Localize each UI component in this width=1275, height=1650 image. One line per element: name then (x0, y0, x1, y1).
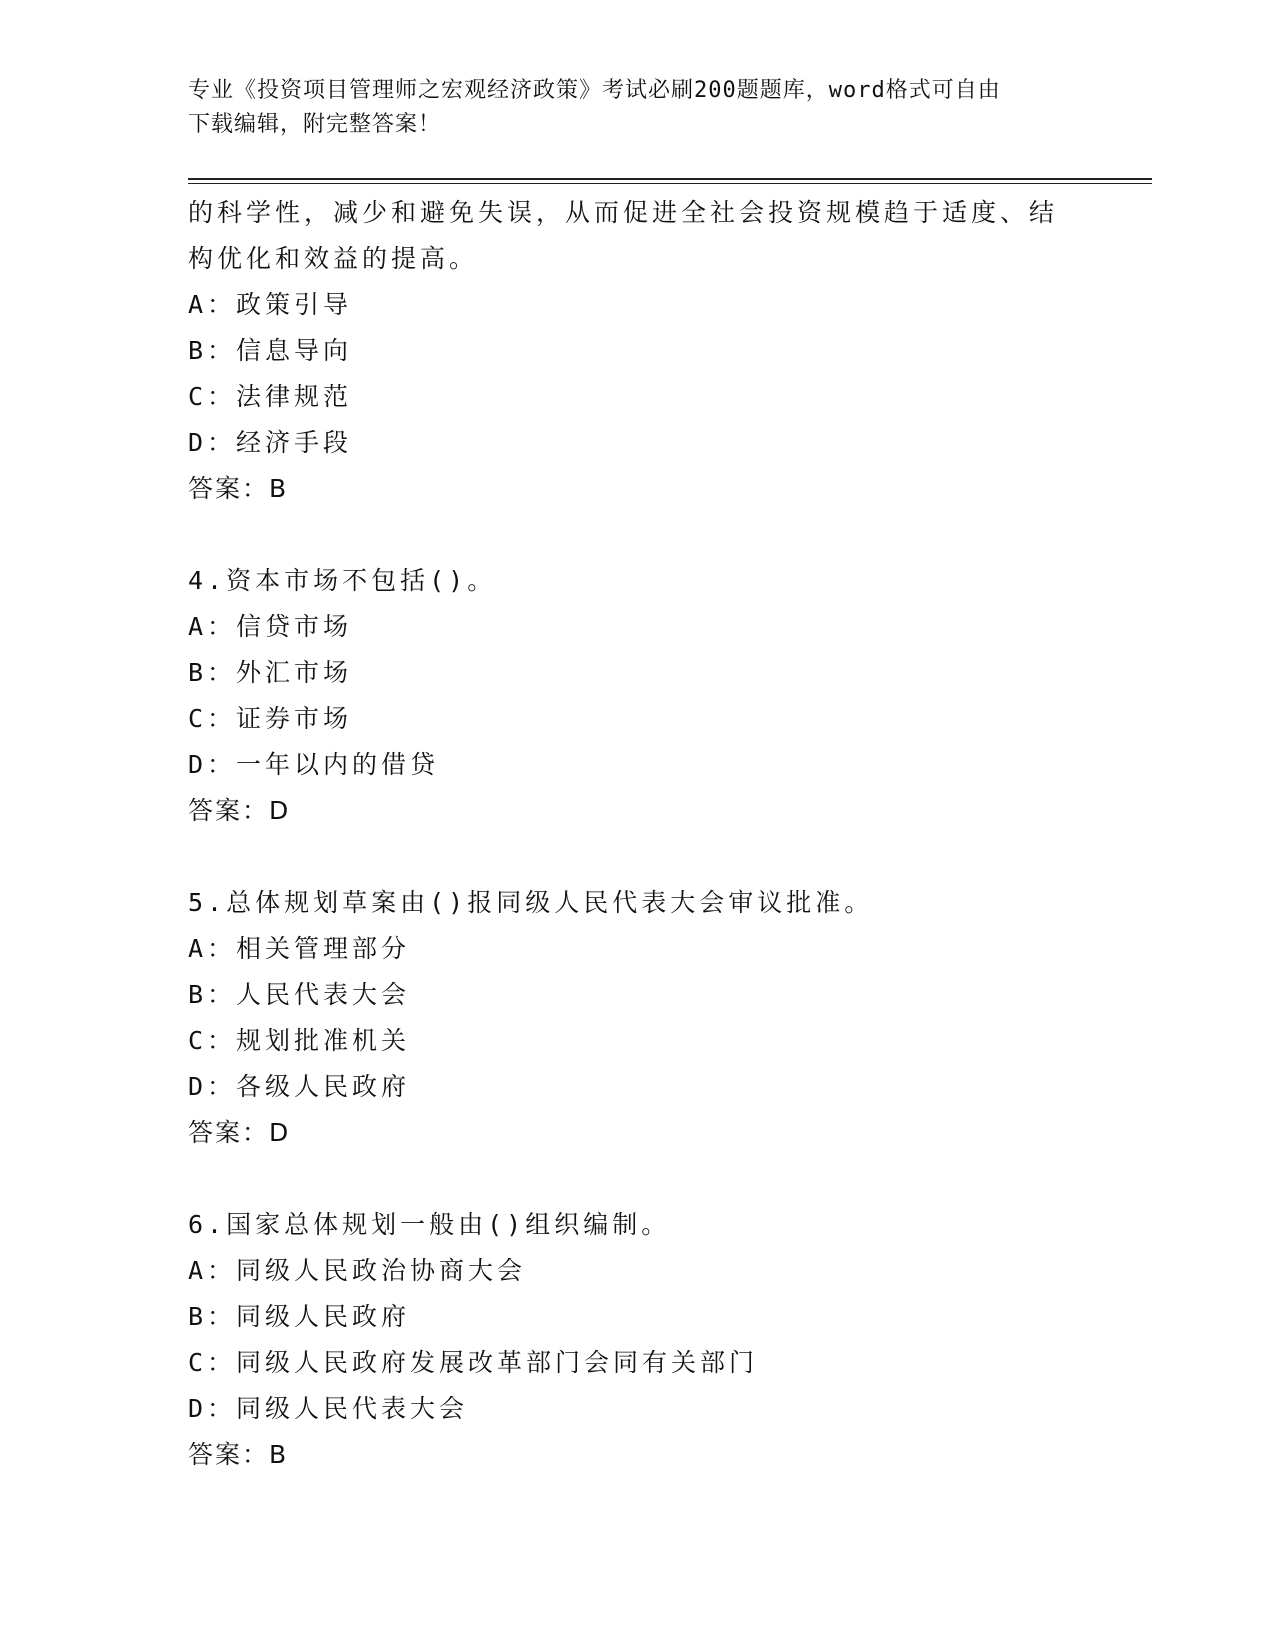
question-stem: 5.总体规划草案由()报同级人民代表大会审议批准。 (188, 888, 874, 917)
answer-line: 答案：B (188, 1440, 289, 1469)
option-d: D：一年以内的借贷 (188, 750, 440, 779)
option-d: D：同级人民代表大会 (188, 1394, 469, 1423)
option-b: B：外汇市场 (188, 658, 353, 687)
spacer (188, 512, 1088, 558)
document-header (188, 74, 1088, 142)
question-list (188, 190, 1088, 1478)
option-c: C：证券市场 (188, 704, 353, 733)
header-line-2: 下载编辑，附完整答案！ (188, 112, 442, 137)
answer-line: 答案：D (188, 1118, 291, 1147)
option-d: D：各级人民政府 (188, 1072, 411, 1101)
question-block (188, 558, 1088, 834)
option-a: A：相关管理部分 (188, 934, 411, 963)
question-stem: 4.资本市场不包括()。 (188, 566, 497, 595)
question-stem-line: 构优化和效益的提高。 (188, 244, 479, 273)
option-c: C：同级人民政府发展改革部门会同有关部门 (188, 1348, 759, 1377)
option-c: C：法律规范 (188, 382, 353, 411)
answer-line: 答案：D (188, 796, 291, 825)
question-stem-line: 的科学性，减少和避免失误，从而促进全社会投资规模趋于适度、结 (188, 198, 1059, 227)
question-block-continued (188, 190, 1088, 512)
option-a: A：同级人民政治协商大会 (188, 1256, 527, 1285)
option-a: A：信贷市场 (188, 612, 353, 641)
header-line-1: 专业《投资项目管理师之宏观经济政策》考试必刷200题题库，word格式可自由 (188, 78, 1001, 103)
option-a: A：政策引导 (188, 290, 353, 319)
option-b: B：信息导向 (188, 336, 353, 365)
answer-line: 答案：B (188, 474, 289, 503)
option-c: C：规划批准机关 (188, 1026, 411, 1055)
option-d: D：经济手段 (188, 428, 353, 457)
question-block (188, 1202, 1088, 1478)
option-b: B：同级人民政府 (188, 1302, 411, 1331)
question-block (188, 880, 1088, 1156)
spacer (188, 834, 1088, 880)
option-b: B：人民代表大会 (188, 980, 411, 1009)
spacer (188, 1156, 1088, 1202)
question-stem: 6.国家总体规划一般由()组织编制。 (188, 1210, 671, 1239)
header-divider (188, 178, 1152, 184)
